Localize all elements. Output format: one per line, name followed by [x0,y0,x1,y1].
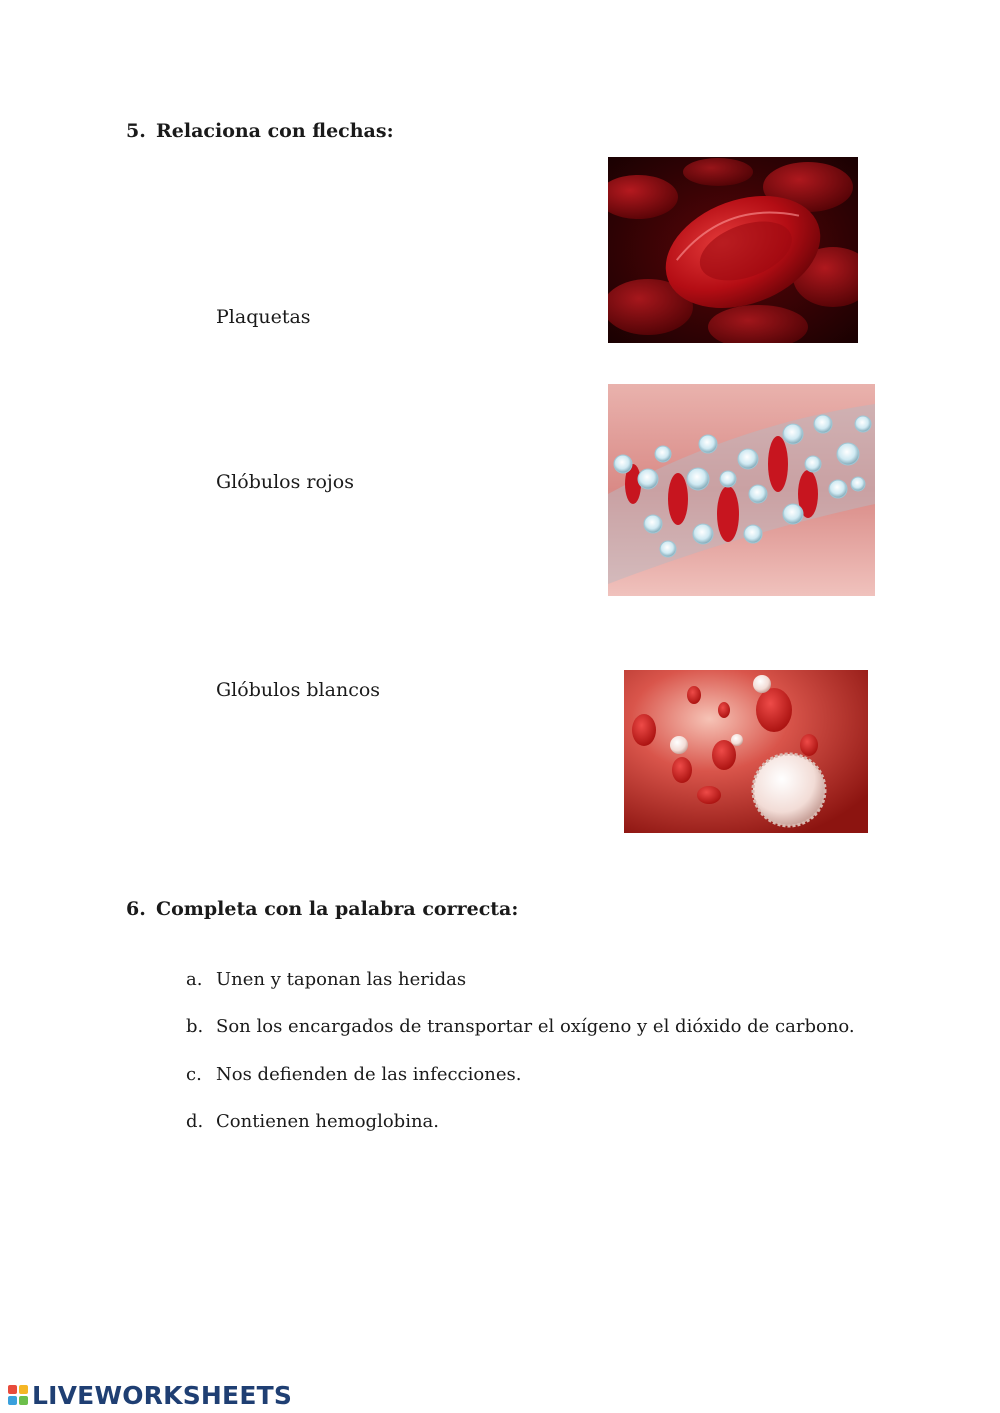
term-plaquetas: Plaquetas [216,306,311,328]
list-item-text: Nos defienden de las infecciones. [216,1064,522,1085]
list-item [186,1111,439,1132]
question-5-heading [126,120,394,142]
question-6-heading [126,898,518,920]
list-item [186,969,466,990]
list-item-letter: a. [186,969,203,990]
list-item-text: Contienen hemoglobina. [216,1111,439,1132]
logo-square [8,1385,17,1394]
logo-square [19,1385,28,1394]
logo-text: LIVEWORKSHEETS [32,1380,293,1410]
question-6-title: Completa con la palabra correcta: [156,898,519,920]
list-item [186,1016,855,1037]
logo-grid-icon [8,1385,28,1405]
term-globulos-blancos: Glóbulos blancos [216,679,381,701]
list-item [186,1064,521,1085]
list-item-letter: d. [186,1111,204,1132]
question-5-title: Relaciona con flechas: [156,120,394,142]
list-item-letter: c. [186,1064,202,1085]
question-5-number: 5. [126,120,146,142]
list-item-text: Son los encargados de transportar el oxígeno y el dióxido de carbono. [216,1016,855,1037]
platelets-image [608,384,875,596]
term-globulos-rojos: Glóbulos rojos [216,471,355,493]
liveworksheets-logo[interactable] [8,1380,292,1410]
logo-square [8,1396,17,1405]
logo-square [19,1396,28,1405]
list-item-letter: b. [186,1016,204,1037]
list-item-text: Unen y taponan las heridas [216,969,467,990]
red-blood-cell-image [608,157,858,343]
white-blood-cell-image [624,670,868,833]
question-6-number: 6. [126,898,146,920]
